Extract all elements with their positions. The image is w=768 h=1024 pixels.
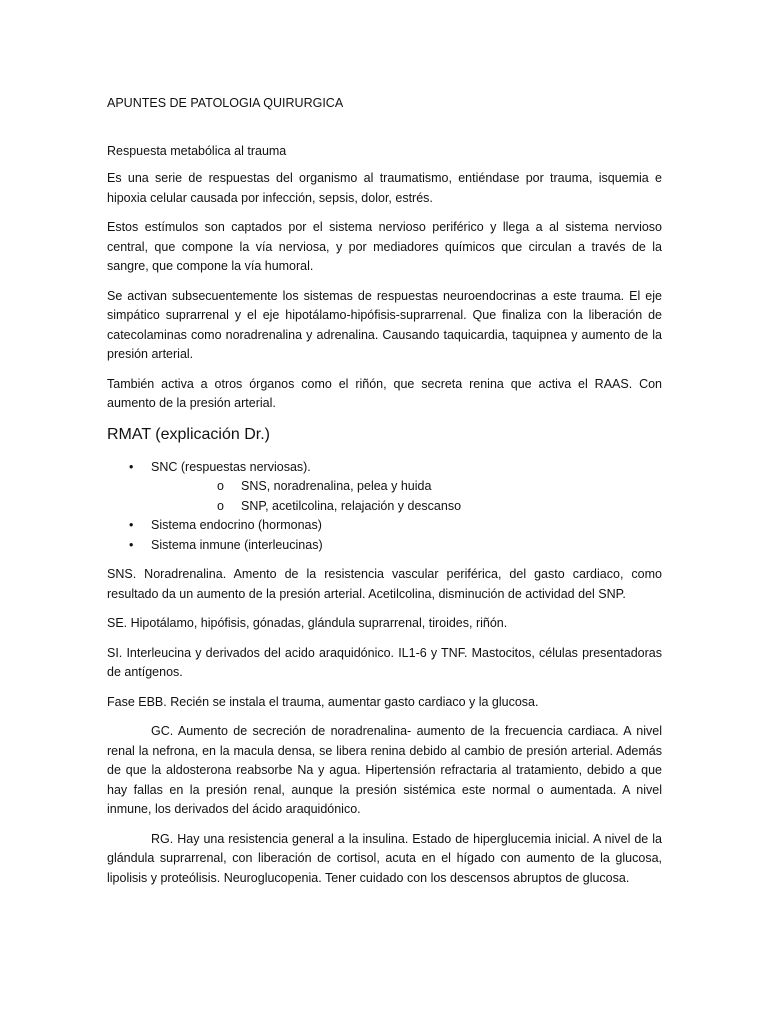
bullet-icon: • — [129, 459, 134, 474]
list-item — [107, 458, 662, 517]
paragraph: RG. Hay una resistencia general a la insulina. Estado de hiperglucemia inicial. A nivel de la glándula suprarrenal, con liberación de cortisol, acuta en el hígado con aumento de la glucosa, lipolisis y proteólisis. Neuroglucopenia. Tener cuidado con los descensos abruptos de glucosa. — [107, 831, 662, 885]
document-title: APUNTES DE PATOLOGIA QUIRURGICA — [107, 96, 344, 110]
sub-list — [151, 477, 662, 516]
list-item-label: Sistema endocrino (hormonas) — [151, 518, 322, 532]
circle-bullet-icon: o — [217, 498, 224, 513]
sub-list-item — [151, 497, 662, 517]
list-item-label: Sistema inmune (interleucinas) — [151, 537, 323, 552]
paragraph: SE. Hipotálamo, hipófisis, gónadas, glándula suprarrenal, tiroides, riñón. — [107, 616, 508, 630]
paragraph: SNS. Noradrenalina. Amento de la resistencia vascular periférica, del gasto cardiaco, como resultado da un aumento de la presión arterial. Acetilcolina, disminución de actividad del SNP. — [107, 567, 662, 601]
list-item-label: SNC (respuestas nerviosas). — [151, 459, 311, 474]
sub-list-item-label: SNP, acetilcolina, relajación y descanso — [241, 498, 462, 513]
bullet-list — [107, 458, 662, 556]
section-heading: RMAT (explicación Dr.) — [107, 425, 270, 443]
paragraph: SI. Interleucina y derivados del acido araquidónico. IL1-6 y TNF. Mastocitos, células presentadoras de antígenos. — [107, 645, 662, 679]
paragraph: Es una serie de respuestas del organismo al traumatismo, entiéndase por trauma, isquemia e hipoxia celular causada por infección, sepsis, dolor, estrés. — [107, 171, 662, 205]
paragraph: GC. Aumento de secreción de noradrenalina- aumento de la frecuencia cardiaca. A nivel renal la nefrona, en la macula densa, se libera renina debido al cambio de presión arterial. Además de que la aldosterona reabsorbe Na y agua. Hipertensión refractaria al tratamiento, debido a que hay fallas en la presión renal, aunque la presión sistémica este normal o aumentada. A nivel inmune, los derivados del ácido araquidónico. — [107, 724, 662, 816]
paragraph: Estos estímulos son captados por el sistema nervioso periférico y llega a al sistema nervioso central, que compone la vía nerviosa, y por mediadores químicos que circulan a través de la sangre, que compone la vía humoral. — [107, 220, 662, 273]
list-item — [107, 516, 662, 536]
bullet-icon: • — [129, 537, 134, 552]
circle-bullet-icon: o — [217, 479, 224, 493]
paragraph: Fase EBB. Recién se instala el trauma, aumentar gasto cardiaco y la glucosa. — [107, 694, 539, 709]
sub-list-item — [151, 477, 662, 497]
sub-list-item-label: SNS, noradrenalina, pelea y huida — [241, 479, 432, 493]
paragraph: Se activan subsecuentemente los sistemas de respuestas neuroendocrinas a este trauma. El eje simpático suprarrenal y el eje hipotálamo-hipófisis-suprarrenal. Que finaliza con la liberación de catecolaminas como noradrenalina y adrenalina. Causando taquicardia, taquipnea y aumento de la presión arterial. — [107, 288, 662, 361]
bullet-icon: • — [129, 518, 134, 532]
section-subtitle: Respuesta metabólica al trauma — [107, 143, 287, 158]
list-item — [107, 536, 662, 556]
paragraph: También activa a otros órganos como el riñón, que secreta renina que activa el RAAS. Con aumento de la presión arterial. — [107, 376, 662, 410]
